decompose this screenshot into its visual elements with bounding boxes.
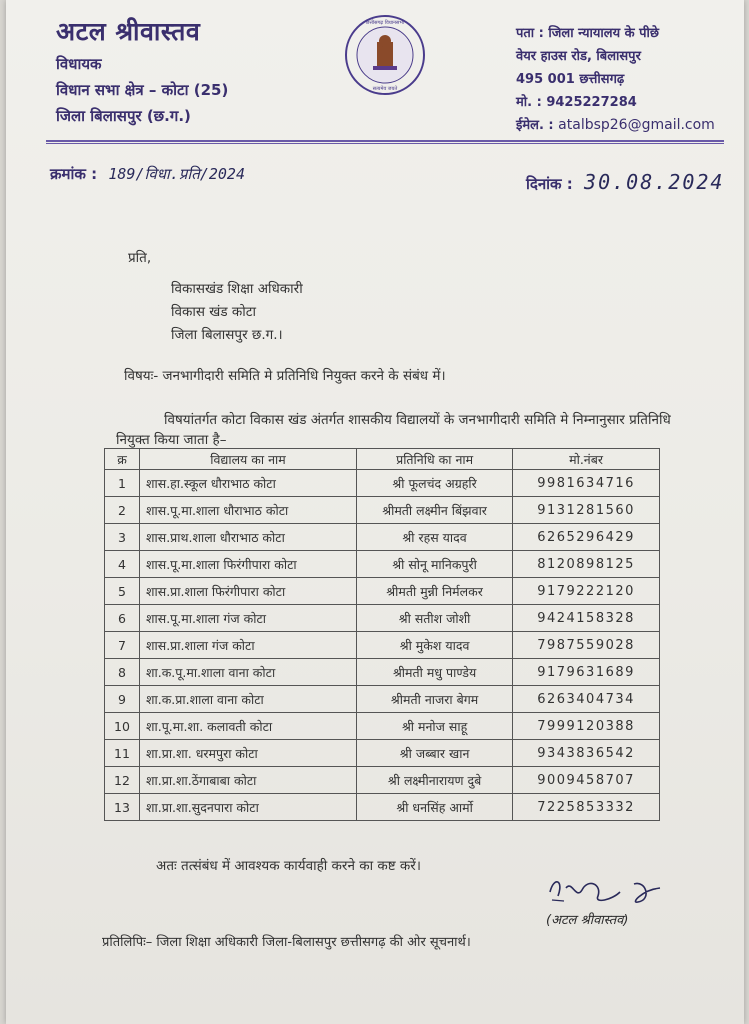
phone-cell: 6263404734 [513, 686, 660, 713]
recipient-line-3: जिला बिलासपुर छ.ग.। [171, 327, 283, 343]
representative-cell: श्री फूलचंद अग्रहरि [357, 470, 513, 497]
designation: विधायक [56, 55, 102, 73]
representatives-table [104, 448, 660, 821]
school-cell: शास.प्रा.शाला फिरंगीपारा कोटा [140, 578, 357, 605]
school-cell: शा.क.प्रा.शाला वाना कोटा [140, 686, 357, 713]
table-row [105, 524, 660, 551]
phone-cell: 9179631689 [513, 659, 660, 686]
header-rule-thin [46, 143, 724, 144]
serial-cell: 5 [105, 578, 140, 605]
serial-cell: 10 [105, 713, 140, 740]
representative-cell: श्री रहस यादव [357, 524, 513, 551]
mla-name: अटल श्रीवास्तव [56, 17, 201, 46]
phone-cell: 9179222120 [513, 578, 660, 605]
phone-cell: 7999120388 [513, 713, 660, 740]
representative-cell: श्री लक्ष्मीनारायण दुबे [357, 767, 513, 794]
phone-cell: 9981634716 [513, 470, 660, 497]
serial-cell: 8 [105, 659, 140, 686]
reference-label: क्रमांक : [50, 165, 98, 183]
school-cell: शा.प्रा.शा.सुदनपारा कोटा [140, 794, 357, 821]
table-row [105, 497, 660, 524]
serial-cell: 7 [105, 632, 140, 659]
serial-cell: 4 [105, 551, 140, 578]
representative-cell: श्री मुकेश यादव [357, 632, 513, 659]
school-cell: शास.प्रा.शाला गंज कोटा [140, 632, 357, 659]
subject-line: विषयः- जनभागीदारी समिति मे प्रतिनिधि नियुक्त करने के संबंध में। [124, 368, 446, 384]
representative-cell: श्रीमती लक्ष्मीन बिंझवार [357, 497, 513, 524]
col-school: विद्यालय का नाम [140, 449, 357, 470]
serial-cell: 11 [105, 740, 140, 767]
table-row [105, 767, 660, 794]
school-cell: शा.प्रा.शा. धरमपुरा कोटा [140, 740, 357, 767]
recipient-prefix: प्रति, [128, 250, 152, 266]
table-row [105, 740, 660, 767]
date-label: दिनांक : [526, 175, 573, 193]
table-row [105, 578, 660, 605]
phone-cell: 7225853332 [513, 794, 660, 821]
header-rule [46, 140, 724, 142]
representative-cell: श्री जब्बार खान [357, 740, 513, 767]
representative-cell: श्री सोनू मानिकपुरी [357, 551, 513, 578]
letterhead-right [516, 22, 715, 137]
seal-bottom-text: सत्यमेव जयते [372, 86, 398, 92]
seal-top-text: छत्तीसगढ़ विधानसभा [365, 20, 405, 26]
table-row [105, 686, 660, 713]
col-serial: क्र [105, 449, 140, 470]
table-row [105, 551, 660, 578]
school-cell: शास.पू.मा.शाला धौराभाठ कोटा [140, 497, 357, 524]
copy-to: प्रतिलिपिः– जिला शिक्षा अधिकारी जिला-बिलासपुर छत्तीसगढ़ की ओर सूचनार्थ। [102, 935, 471, 950]
letterhead-left [56, 14, 228, 126]
school-cell: शा.प्रा.शा.ठेंगाबाबा कोटा [140, 767, 357, 794]
representative-cell: श्री मनोज साहू [357, 713, 513, 740]
body-paragraph: विषयांतर्गत कोटा विकास खंड अंतर्गत शासकीय विद्यालयों के जनभागीदारी समिति मे निम्नानुसार प्रतिनिधि नियुक्त किया जाता है– [116, 412, 671, 448]
serial-cell: 3 [105, 524, 140, 551]
email-label: ईमेल. : [516, 118, 554, 133]
signature-icon [542, 870, 682, 910]
assembly-seal-icon [344, 14, 426, 96]
col-mobile: मो.नंबर [513, 449, 660, 470]
school-cell: शास.हा.स्कूल धौराभाठ कोटा [140, 470, 357, 497]
representative-cell: श्री धनसिंह आर्मो [357, 794, 513, 821]
table-row [105, 605, 660, 632]
school-cell: शास.पू.मा.शाला गंज कोटा [140, 605, 357, 632]
representative-cell: श्रीमती नाजरा बेगम [357, 686, 513, 713]
school-cell: शा.पू.मा.शा. कलावती कोटा [140, 713, 357, 740]
table-row [105, 470, 660, 497]
date-value: 30.08.2024 [584, 170, 725, 194]
phone-cell: 9424158328 [513, 605, 660, 632]
serial-cell: 6 [105, 605, 140, 632]
serial-cell: 1 [105, 470, 140, 497]
table-row [105, 659, 660, 686]
serial-cell: 12 [105, 767, 140, 794]
phone-cell: 9131281560 [513, 497, 660, 524]
recipient-line-2: विकास खंड कोटा [171, 304, 257, 320]
closing-line: अतः तत्संबंध में आवश्यक कार्यवाही करने का कष्ट करें। [156, 858, 421, 874]
table-row [105, 794, 660, 821]
letter-date [526, 170, 724, 194]
serial-cell: 9 [105, 686, 140, 713]
phone-cell: 8120898125 [513, 551, 660, 578]
representative-cell: श्रीमती मुन्नी निर्मलकर [357, 578, 513, 605]
address-line-1: पता : जिला न्यायालय के पीछे [516, 26, 660, 41]
address-line-2: वेयर हाउस रोड, बिलासपुर [516, 49, 641, 64]
phone-cell: 9009458707 [513, 767, 660, 794]
district: जिला बिलासपुर (छ.ग.) [56, 107, 191, 125]
reference-value: 189/विधा.प्रति/2024 [108, 165, 245, 183]
table-header-row [105, 449, 660, 470]
email: atalbsp26@gmail.com [558, 117, 715, 133]
letter-page [6, 0, 744, 1024]
signatory-name: (अटल श्रीवास्तव) [546, 913, 629, 928]
phone-cell: 6265296429 [513, 524, 660, 551]
table-row [105, 713, 660, 740]
representative-cell: श्री सतीश जोशी [357, 605, 513, 632]
phone-cell: 7987559028 [513, 632, 660, 659]
representative-cell: श्रीमती मधु पाण्डेय [357, 659, 513, 686]
table-body [105, 470, 660, 821]
school-cell: शा.क.पू.मा.शाला वाना कोटा [140, 659, 357, 686]
school-cell: शास.पू.मा.शाला फिरंगीपारा कोटा [140, 551, 357, 578]
constituency: विधान सभा क्षेत्र – कोटा (25) [56, 81, 229, 99]
serial-cell: 2 [105, 497, 140, 524]
col-representative: प्रतिनिधि का नाम [357, 449, 513, 470]
mobile: मो. : 9425227284 [516, 95, 637, 110]
email-row [516, 114, 715, 137]
recipient-line-1: विकासखंड शिक्षा अधिकारी [171, 281, 303, 297]
address-line-3: 495 001 छत्तीसगढ़ [516, 72, 625, 87]
phone-cell: 9343836542 [513, 740, 660, 767]
table-row [105, 632, 660, 659]
school-cell: शास.प्राथ.शाला धौराभाठ कोटा [140, 524, 357, 551]
serial-cell: 13 [105, 794, 140, 821]
recipient-address [171, 278, 303, 347]
reference-number [50, 164, 245, 184]
